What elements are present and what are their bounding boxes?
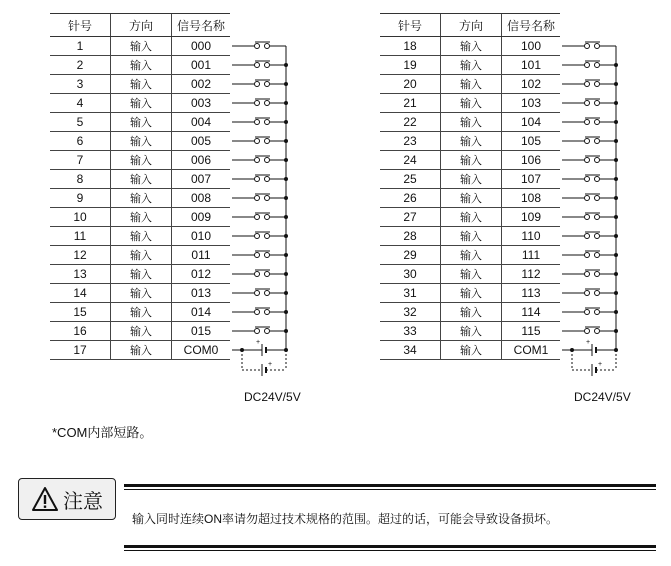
pin-cell: 14 bbox=[50, 284, 111, 303]
pin-cell: 22 bbox=[380, 113, 441, 132]
switch-contact bbox=[585, 215, 590, 220]
header-signal: 信号名称 bbox=[502, 14, 561, 37]
switch-contact bbox=[265, 272, 270, 277]
signal-cell: 109 bbox=[502, 208, 561, 227]
header-direction: 方向 bbox=[441, 14, 502, 37]
switch-contact bbox=[265, 253, 270, 258]
direction-cell: 输入 bbox=[111, 37, 172, 56]
com-footnote: *COM内部短路。 bbox=[52, 425, 153, 440]
signal-cell: 013 bbox=[172, 284, 231, 303]
switch-contact bbox=[595, 329, 600, 334]
direction-cell: 输入 bbox=[111, 246, 172, 265]
switch-contact bbox=[595, 272, 600, 277]
pin-cell: 3 bbox=[50, 75, 111, 94]
pin-cell: 6 bbox=[50, 132, 111, 151]
caution-top-rule bbox=[124, 484, 656, 487]
signal-cell: 008 bbox=[172, 189, 231, 208]
pin-cell: 13 bbox=[50, 265, 111, 284]
switch-contact bbox=[595, 196, 600, 201]
switch-contact bbox=[585, 139, 590, 144]
signal-cell: 004 bbox=[172, 113, 231, 132]
signal-cell: 003 bbox=[172, 94, 231, 113]
signal-cell: COM0 bbox=[172, 341, 231, 360]
signal-cell: 103 bbox=[502, 94, 561, 113]
signal-cell: 009 bbox=[172, 208, 231, 227]
switch-contact bbox=[585, 177, 590, 182]
switch-contact bbox=[265, 82, 270, 87]
signal-cell: 112 bbox=[502, 265, 561, 284]
switch-contact bbox=[255, 215, 260, 220]
wiring-left bbox=[232, 42, 288, 376]
switch-contact bbox=[595, 120, 600, 125]
switch-contact bbox=[595, 253, 600, 258]
switch-contact bbox=[255, 120, 260, 125]
pin-cell: 2 bbox=[50, 56, 111, 75]
pin-cell: 19 bbox=[380, 56, 441, 75]
switch-contact bbox=[595, 63, 600, 68]
switch-contact bbox=[265, 291, 270, 296]
warning-triangle-icon bbox=[31, 486, 59, 512]
switch-contact bbox=[265, 177, 270, 182]
signal-cell: 011 bbox=[172, 246, 231, 265]
supply-label-right: DC24V/5V bbox=[574, 390, 631, 404]
direction-cell: 输入 bbox=[111, 208, 172, 227]
switch-contact bbox=[595, 158, 600, 163]
switch-contact bbox=[585, 44, 590, 49]
switch-contact bbox=[255, 253, 260, 258]
caution-message: 输入同时连续ON率请勿超过技术规格的范围。超过的话，可能会导致设备损坏。 bbox=[132, 512, 559, 526]
pin-cell: 16 bbox=[50, 322, 111, 341]
direction-cell: 输入 bbox=[111, 265, 172, 284]
pin-cell: 17 bbox=[50, 341, 111, 360]
direction-cell: 输入 bbox=[111, 341, 172, 360]
direction-cell: 输入 bbox=[111, 132, 172, 151]
direction-cell: 输入 bbox=[111, 56, 172, 75]
pin-cell: 18 bbox=[380, 37, 441, 56]
direction-cell: 输入 bbox=[111, 151, 172, 170]
switch-contact bbox=[255, 310, 260, 315]
switch-contact bbox=[595, 310, 600, 315]
signal-cell: 105 bbox=[502, 132, 561, 151]
direction-cell: 输入 bbox=[441, 132, 502, 151]
switch-contact bbox=[255, 82, 260, 87]
direction-cell: 输入 bbox=[111, 322, 172, 341]
direction-cell: 输入 bbox=[441, 151, 502, 170]
switch-contact bbox=[595, 215, 600, 220]
signal-cell: 012 bbox=[172, 265, 231, 284]
switch-contact bbox=[265, 196, 270, 201]
signal-cell: 014 bbox=[172, 303, 231, 322]
pin-cell: 23 bbox=[380, 132, 441, 151]
switch-contact bbox=[585, 310, 590, 315]
switch-contact bbox=[265, 63, 270, 68]
signal-cell: 108 bbox=[502, 189, 561, 208]
pin-cell: 7 bbox=[50, 151, 111, 170]
pin-cell: 26 bbox=[380, 189, 441, 208]
switch-contact bbox=[585, 101, 590, 106]
switch-contact bbox=[585, 82, 590, 87]
direction-cell: 输入 bbox=[111, 303, 172, 322]
direction-cell: 输入 bbox=[441, 322, 502, 341]
switch-contact bbox=[255, 234, 260, 239]
direction-cell: 输入 bbox=[111, 189, 172, 208]
signal-cell: 001 bbox=[172, 56, 231, 75]
signal-cell: 115 bbox=[502, 322, 561, 341]
signal-cell: 111 bbox=[502, 246, 561, 265]
direction-cell: 输入 bbox=[441, 208, 502, 227]
pin-cell: 10 bbox=[50, 208, 111, 227]
pin-cell: 9 bbox=[50, 189, 111, 208]
switch-contact bbox=[255, 63, 260, 68]
switch-contact bbox=[255, 177, 260, 182]
switch-contact bbox=[585, 234, 590, 239]
switch-contact bbox=[585, 63, 590, 68]
caution-bottom-rule-thin bbox=[124, 550, 656, 551]
signal-cell: 101 bbox=[502, 56, 561, 75]
direction-cell: 输入 bbox=[111, 113, 172, 132]
switch-contact bbox=[255, 101, 260, 106]
switch-contact bbox=[265, 215, 270, 220]
direction-cell: 输入 bbox=[441, 284, 502, 303]
pin-cell: 34 bbox=[380, 341, 441, 360]
pin-cell: 33 bbox=[380, 322, 441, 341]
switch-contact bbox=[265, 329, 270, 334]
switch-contact bbox=[585, 291, 590, 296]
header-signal: 信号名称 bbox=[172, 14, 231, 37]
switch-contact bbox=[595, 44, 600, 49]
caution-top-rule-thin bbox=[124, 489, 656, 490]
pin-cell: 28 bbox=[380, 227, 441, 246]
pin-cell: 8 bbox=[50, 170, 111, 189]
pin-cell: 4 bbox=[50, 94, 111, 113]
signal-cell: 006 bbox=[172, 151, 231, 170]
signal-cell: 106 bbox=[502, 151, 561, 170]
switch-contact bbox=[595, 82, 600, 87]
direction-cell: 输入 bbox=[441, 170, 502, 189]
direction-cell: 输入 bbox=[111, 227, 172, 246]
signal-cell: 110 bbox=[502, 227, 561, 246]
direction-cell: 输入 bbox=[111, 170, 172, 189]
switch-contact bbox=[585, 120, 590, 125]
direction-cell: 输入 bbox=[441, 265, 502, 284]
direction-cell: 输入 bbox=[111, 284, 172, 303]
signal-cell: 113 bbox=[502, 284, 561, 303]
pin-cell: 15 bbox=[50, 303, 111, 322]
signal-cell: 010 bbox=[172, 227, 231, 246]
signal-cell: 100 bbox=[502, 37, 561, 56]
switch-contact bbox=[595, 291, 600, 296]
switch-contact bbox=[255, 329, 260, 334]
switch-contact bbox=[255, 158, 260, 163]
polarity-mark: + bbox=[586, 339, 591, 346]
switch-contact bbox=[585, 196, 590, 201]
direction-cell: 输入 bbox=[441, 227, 502, 246]
polarity-mark: + bbox=[268, 361, 273, 368]
signal-cell: 102 bbox=[502, 75, 561, 94]
signal-cell: 005 bbox=[172, 132, 231, 151]
pin-cell: 21 bbox=[380, 94, 441, 113]
polarity-mark: + bbox=[256, 339, 261, 346]
polarity-mark: + bbox=[598, 361, 603, 368]
header-pin: 针号 bbox=[380, 14, 441, 37]
switch-contact bbox=[265, 310, 270, 315]
direction-cell: 输入 bbox=[441, 56, 502, 75]
direction-cell: 输入 bbox=[441, 113, 502, 132]
switch-contact bbox=[595, 101, 600, 106]
switch-contact bbox=[265, 139, 270, 144]
direction-cell: 输入 bbox=[441, 246, 502, 265]
header-pin: 针号 bbox=[50, 14, 111, 37]
header-direction: 方向 bbox=[111, 14, 172, 37]
direction-cell: 输入 bbox=[441, 75, 502, 94]
switch-contact bbox=[255, 196, 260, 201]
pin-cell: 24 bbox=[380, 151, 441, 170]
pin-cell: 12 bbox=[50, 246, 111, 265]
switch-contact bbox=[585, 158, 590, 163]
signal-cell: 104 bbox=[502, 113, 561, 132]
pin-cell: 29 bbox=[380, 246, 441, 265]
caution-bottom-rule bbox=[124, 545, 656, 548]
direction-cell: 输入 bbox=[441, 37, 502, 56]
direction-cell: 输入 bbox=[441, 341, 502, 360]
pin-cell: 30 bbox=[380, 265, 441, 284]
signal-cell: COM1 bbox=[502, 341, 561, 360]
switch-contact bbox=[595, 139, 600, 144]
pin-cell: 11 bbox=[50, 227, 111, 246]
pin-cell: 25 bbox=[380, 170, 441, 189]
switch-contact bbox=[585, 329, 590, 334]
pin-cell: 31 bbox=[380, 284, 441, 303]
direction-cell: 输入 bbox=[441, 189, 502, 208]
supply-label-left: DC24V/5V bbox=[244, 390, 301, 404]
signal-cell: 007 bbox=[172, 170, 231, 189]
switch-contact bbox=[255, 291, 260, 296]
caution-badge bbox=[18, 478, 116, 520]
switch-contact bbox=[255, 44, 260, 49]
wiring-right bbox=[562, 42, 618, 376]
signal-cell: 114 bbox=[502, 303, 561, 322]
direction-cell: 输入 bbox=[441, 94, 502, 113]
signal-cell: 015 bbox=[172, 322, 231, 341]
signal-cell: 002 bbox=[172, 75, 231, 94]
switch-contact bbox=[585, 253, 590, 258]
signal-cell: 000 bbox=[172, 37, 231, 56]
pin-cell: 1 bbox=[50, 37, 111, 56]
switch-contact bbox=[265, 158, 270, 163]
pin-cell: 27 bbox=[380, 208, 441, 227]
pin-cell: 5 bbox=[50, 113, 111, 132]
switch-contact bbox=[265, 234, 270, 239]
switch-contact bbox=[265, 120, 270, 125]
pin-cell: 20 bbox=[380, 75, 441, 94]
switch-contact bbox=[265, 44, 270, 49]
switch-contact bbox=[595, 177, 600, 182]
direction-cell: 输入 bbox=[111, 94, 172, 113]
caution-title: 注意 bbox=[63, 488, 103, 513]
switch-contact bbox=[255, 272, 260, 277]
direction-cell: 输入 bbox=[111, 75, 172, 94]
pin-cell: 32 bbox=[380, 303, 441, 322]
switch-contact bbox=[265, 101, 270, 106]
signal-cell: 107 bbox=[502, 170, 561, 189]
switch-contact bbox=[595, 234, 600, 239]
direction-cell: 输入 bbox=[441, 303, 502, 322]
switch-contact bbox=[585, 272, 590, 277]
switch-contact bbox=[255, 139, 260, 144]
